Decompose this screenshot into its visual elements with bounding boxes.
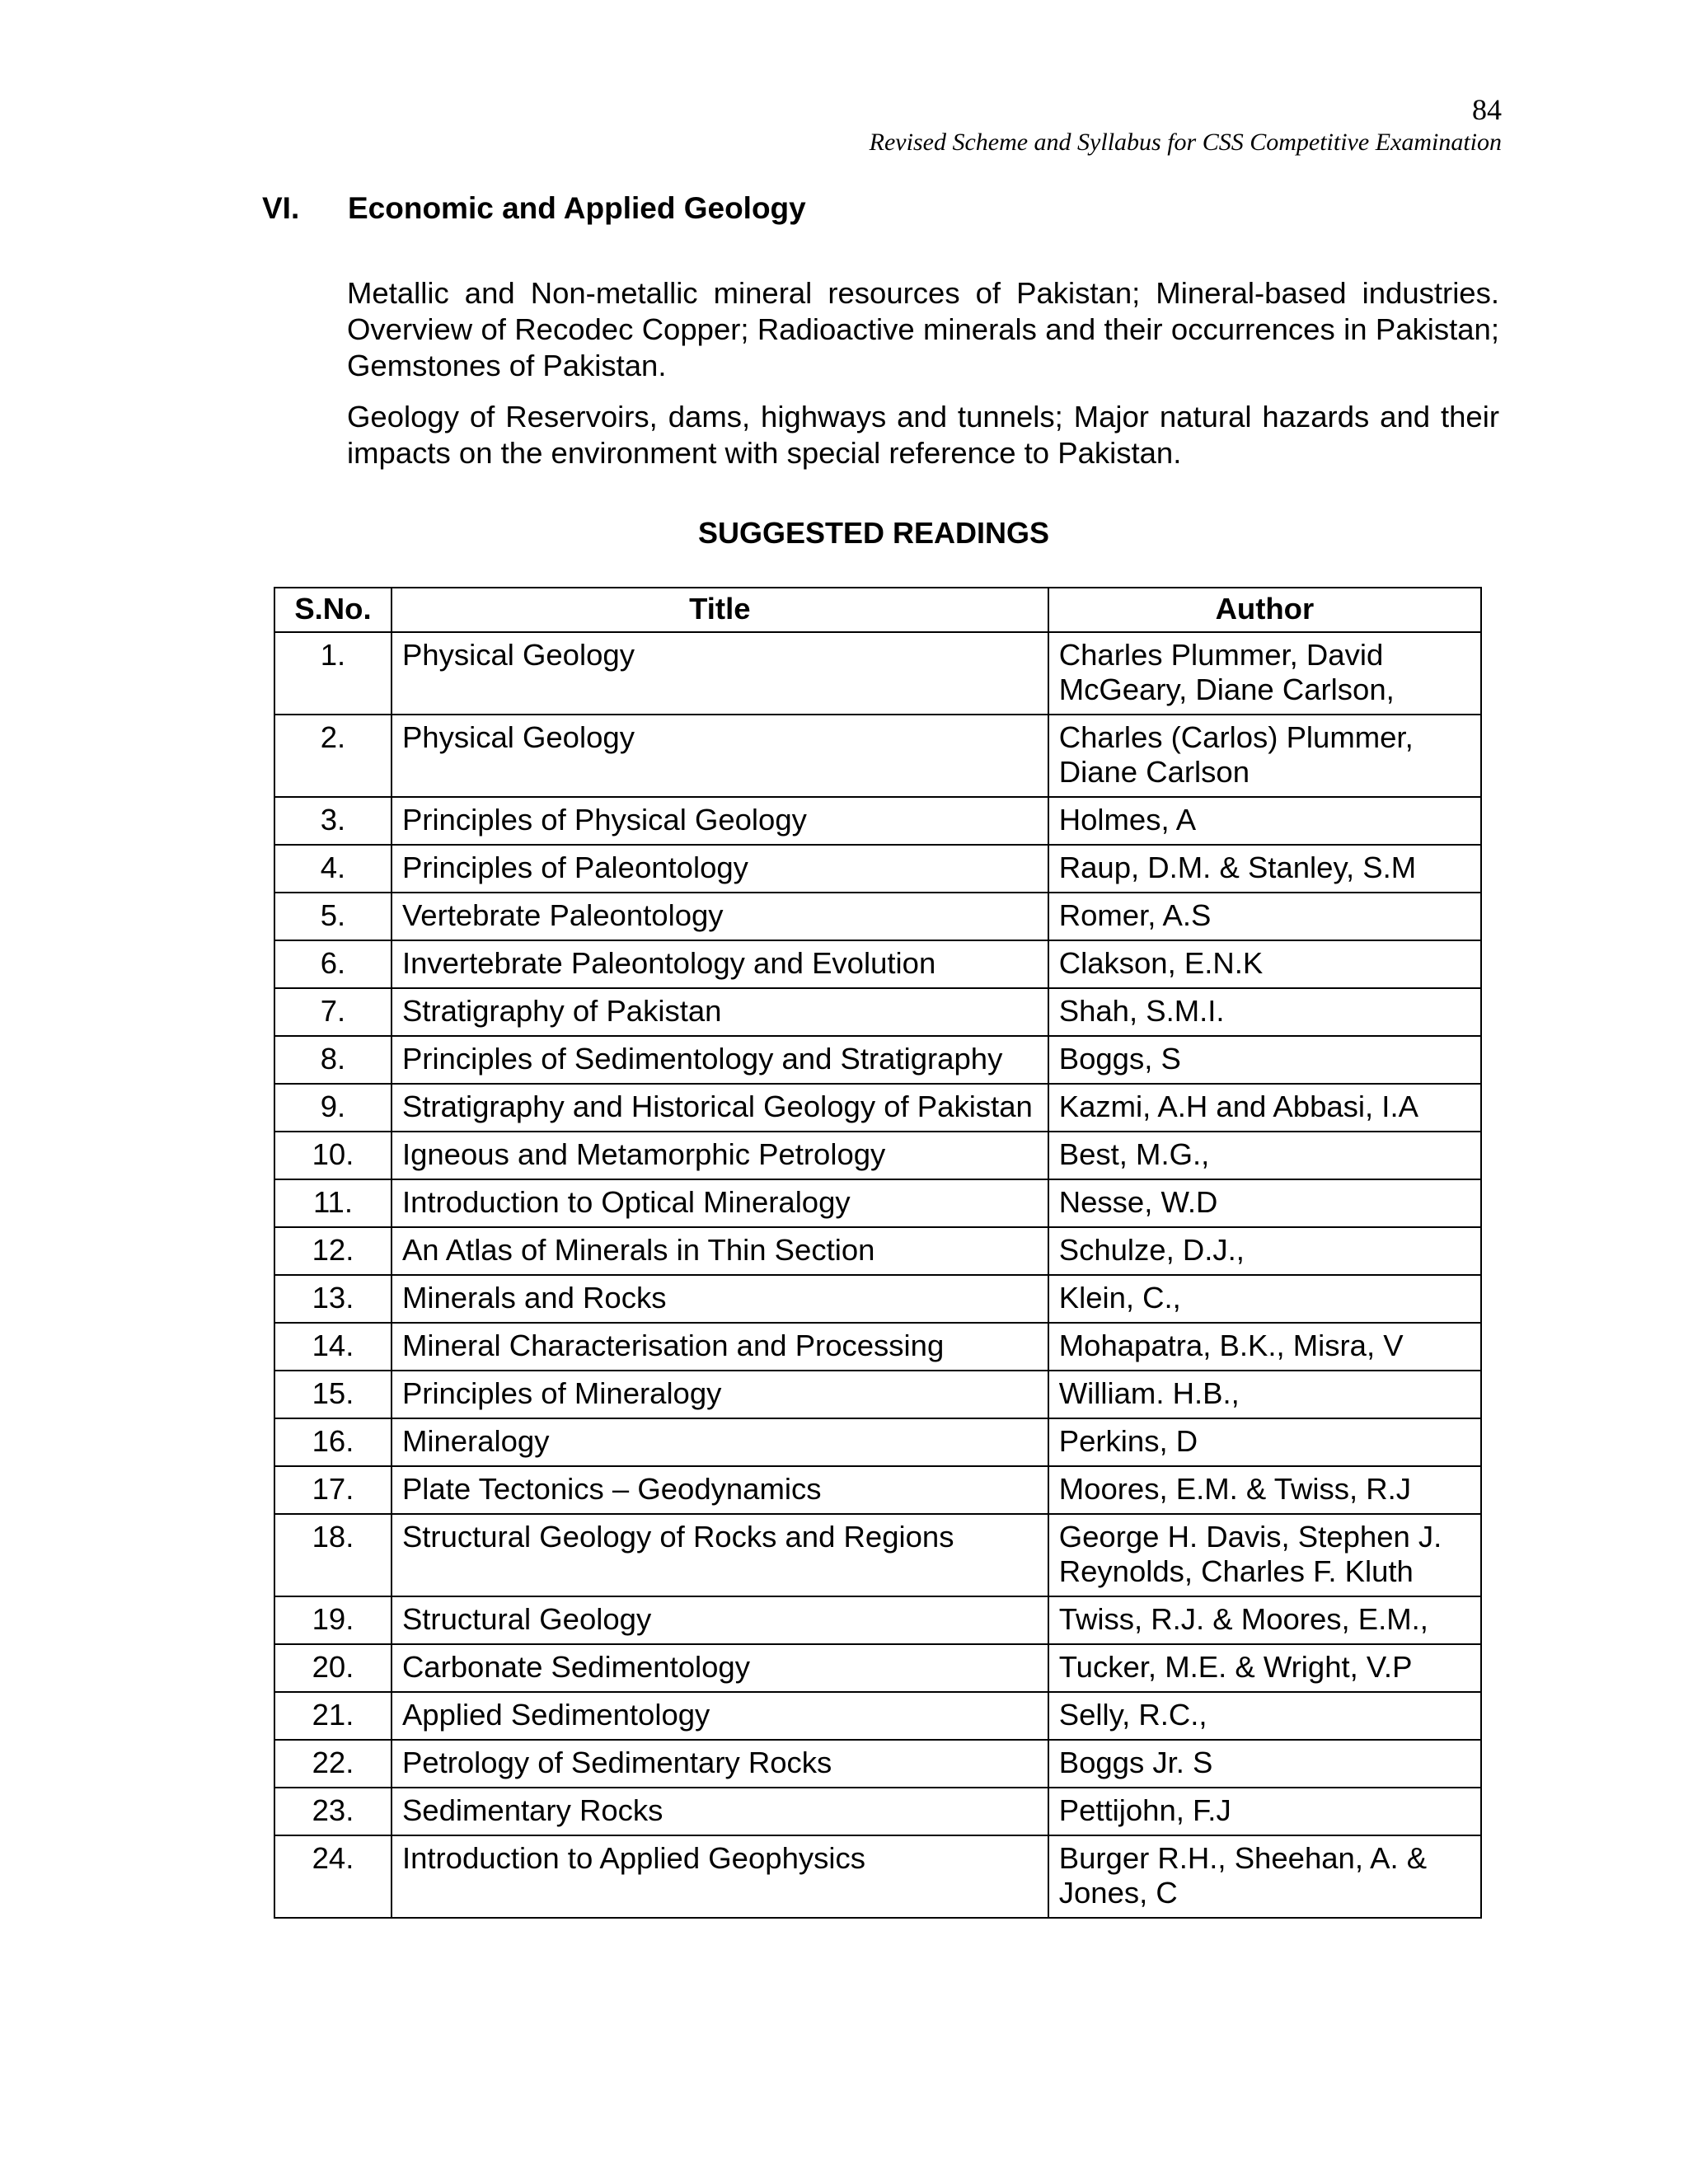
table-row — [274, 1466, 1481, 1514]
column-header-title: Title — [392, 588, 1048, 632]
table-header-row — [274, 588, 1481, 632]
table-row — [274, 1371, 1481, 1418]
row-title: Invertebrate Paleontology and Evolution — [392, 940, 1048, 988]
row-title: Structural Geology of Rocks and Regions — [392, 1514, 1048, 1596]
row-sno: 9. — [274, 1084, 392, 1132]
row-author: Charles (Carlos) Plummer, Diane Carlson — [1048, 715, 1481, 797]
row-title: Physical Geology — [392, 715, 1048, 797]
column-header-author: Author — [1048, 588, 1481, 632]
row-title: Introduction to Applied Geophysics — [392, 1835, 1048, 1918]
row-title: Physical Geology — [392, 632, 1048, 715]
section-title: Economic and Applied Geology — [348, 191, 806, 225]
readings-table-body — [274, 632, 1481, 1918]
paragraph: Metallic and Non-metallic mineral resources of Pakistan; Mineral-based industries. Overview of Recodec Copper; Radioactive minerals and their occurrences in Pakistan; Gemstones of Pakistan. — [347, 276, 1499, 382]
running-header: Revised Scheme and Syllabus for CSS Competitive Examination — [869, 129, 1502, 156]
row-sno: 16. — [274, 1418, 392, 1466]
row-sno: 18. — [274, 1514, 392, 1596]
table-row — [274, 797, 1481, 845]
row-sno: 24. — [274, 1835, 392, 1918]
row-author: Tucker, M.E. & Wright, V.P — [1048, 1644, 1481, 1692]
row-title: An Atlas of Minerals in Thin Section — [392, 1227, 1048, 1275]
row-sno: 12. — [274, 1227, 392, 1275]
table-row — [274, 1084, 1481, 1132]
section-number: VI. — [262, 191, 300, 225]
row-sno: 14. — [274, 1323, 392, 1371]
row-author: Perkins, D — [1048, 1418, 1481, 1466]
row-title: Principles of Sedimentology and Stratigraphy — [392, 1036, 1048, 1084]
row-author: Mohapatra, B.K., Misra, V — [1048, 1323, 1481, 1371]
row-author: Klein, C., — [1048, 1275, 1481, 1323]
row-sno: 4. — [274, 845, 392, 893]
section-heading — [262, 191, 806, 226]
row-author: Raup, D.M. & Stanley, S.M — [1048, 845, 1481, 893]
row-sno: 11. — [274, 1179, 392, 1227]
table-row — [274, 1740, 1481, 1788]
readings-table — [274, 587, 1482, 1919]
row-author: Kazmi, A.H and Abbasi, I.A — [1048, 1084, 1481, 1132]
row-sno: 2. — [274, 715, 392, 797]
row-title: Applied Sedimentology — [392, 1692, 1048, 1740]
row-sno: 20. — [274, 1644, 392, 1692]
table-row — [274, 1036, 1481, 1084]
row-title: Introduction to Optical Mineralogy — [392, 1179, 1048, 1227]
row-author: Nesse, W.D — [1048, 1179, 1481, 1227]
row-sno: 10. — [274, 1132, 392, 1179]
row-sno: 13. — [274, 1275, 392, 1323]
table-row — [274, 1132, 1481, 1179]
row-author: Burger R.H., Sheehan, A. & Jones, C — [1048, 1835, 1481, 1918]
row-author: Holmes, A — [1048, 797, 1481, 845]
row-title: Principles of Physical Geology — [392, 797, 1048, 845]
section-body — [347, 275, 1499, 486]
row-sno: 3. — [274, 797, 392, 845]
row-author: Best, M.G., — [1048, 1132, 1481, 1179]
table-row — [274, 940, 1481, 988]
row-title: Stratigraphy and Historical Geology of Pakistan — [392, 1084, 1048, 1132]
row-author: Clakson, E.N.K — [1048, 940, 1481, 988]
row-sno: 19. — [274, 1596, 392, 1644]
row-author: Boggs Jr. S — [1048, 1740, 1481, 1788]
table-row — [274, 893, 1481, 940]
row-sno: 7. — [274, 988, 392, 1036]
table-row — [274, 1788, 1481, 1835]
table-row — [274, 845, 1481, 893]
page-number: 84 — [1472, 93, 1502, 126]
row-sno: 17. — [274, 1466, 392, 1514]
row-author: Selly, R.C., — [1048, 1692, 1481, 1740]
row-author: Shah, S.M.I. — [1048, 988, 1481, 1036]
row-sno: 5. — [274, 893, 392, 940]
table-row — [274, 1644, 1481, 1692]
table-row — [274, 1835, 1481, 1918]
row-title: Sedimentary Rocks — [392, 1788, 1048, 1835]
row-author: Twiss, R.J. & Moores, E.M., — [1048, 1596, 1481, 1644]
row-title: Stratigraphy of Pakistan — [392, 988, 1048, 1036]
row-sno: 21. — [274, 1692, 392, 1740]
row-author: George H. Davis, Stephen J. Reynolds, Charles F. Kluth — [1048, 1514, 1481, 1596]
row-title: Carbonate Sedimentology — [392, 1644, 1048, 1692]
row-title: Plate Tectonics – Geodynamics — [392, 1466, 1048, 1514]
table-row — [274, 988, 1481, 1036]
row-title: Structural Geology — [392, 1596, 1048, 1644]
row-title: Vertebrate Paleontology — [392, 893, 1048, 940]
table-row — [274, 1275, 1481, 1323]
suggested-readings-title: SUGGESTED READINGS — [697, 516, 1050, 550]
row-title: Mineral Characterisation and Processing — [392, 1323, 1048, 1371]
row-title: Minerals and Rocks — [392, 1275, 1048, 1323]
table-row — [274, 632, 1481, 715]
row-author: Romer, A.S — [1048, 893, 1481, 940]
table-row — [274, 1179, 1481, 1227]
row-author: William. H.B., — [1048, 1371, 1481, 1418]
row-title: Principles of Mineralogy — [392, 1371, 1048, 1418]
paragraph: Geology of Reservoirs, dams, highways and tunnels; Major natural hazards and their impacts on the environment with special reference to Pakistan. — [347, 400, 1499, 470]
row-title: Mineralogy — [392, 1418, 1048, 1466]
row-author: Pettijohn, F.J — [1048, 1788, 1481, 1835]
row-title: Principles of Paleontology — [392, 845, 1048, 893]
table-row — [274, 1692, 1481, 1740]
row-sno: 23. — [274, 1788, 392, 1835]
row-sno: 22. — [274, 1740, 392, 1788]
table-row — [274, 1596, 1481, 1644]
row-author: Charles Plummer, David McGeary, Diane Carlson, — [1048, 632, 1481, 715]
row-sno: 6. — [274, 940, 392, 988]
table-row — [274, 1227, 1481, 1275]
table-row — [274, 1323, 1481, 1371]
row-sno: 15. — [274, 1371, 392, 1418]
table-row — [274, 1514, 1481, 1596]
table-row — [274, 1418, 1481, 1466]
row-author: Moores, E.M. & Twiss, R.J — [1048, 1466, 1481, 1514]
row-title: Igneous and Metamorphic Petrology — [392, 1132, 1048, 1179]
column-header-sno: S.No. — [274, 588, 392, 632]
row-author: Schulze, D.J., — [1048, 1227, 1481, 1275]
table-row — [274, 715, 1481, 797]
row-sno: 8. — [274, 1036, 392, 1084]
row-author: Boggs, S — [1048, 1036, 1481, 1084]
row-title: Petrology of Sedimentary Rocks — [392, 1740, 1048, 1788]
row-sno: 1. — [274, 632, 392, 715]
